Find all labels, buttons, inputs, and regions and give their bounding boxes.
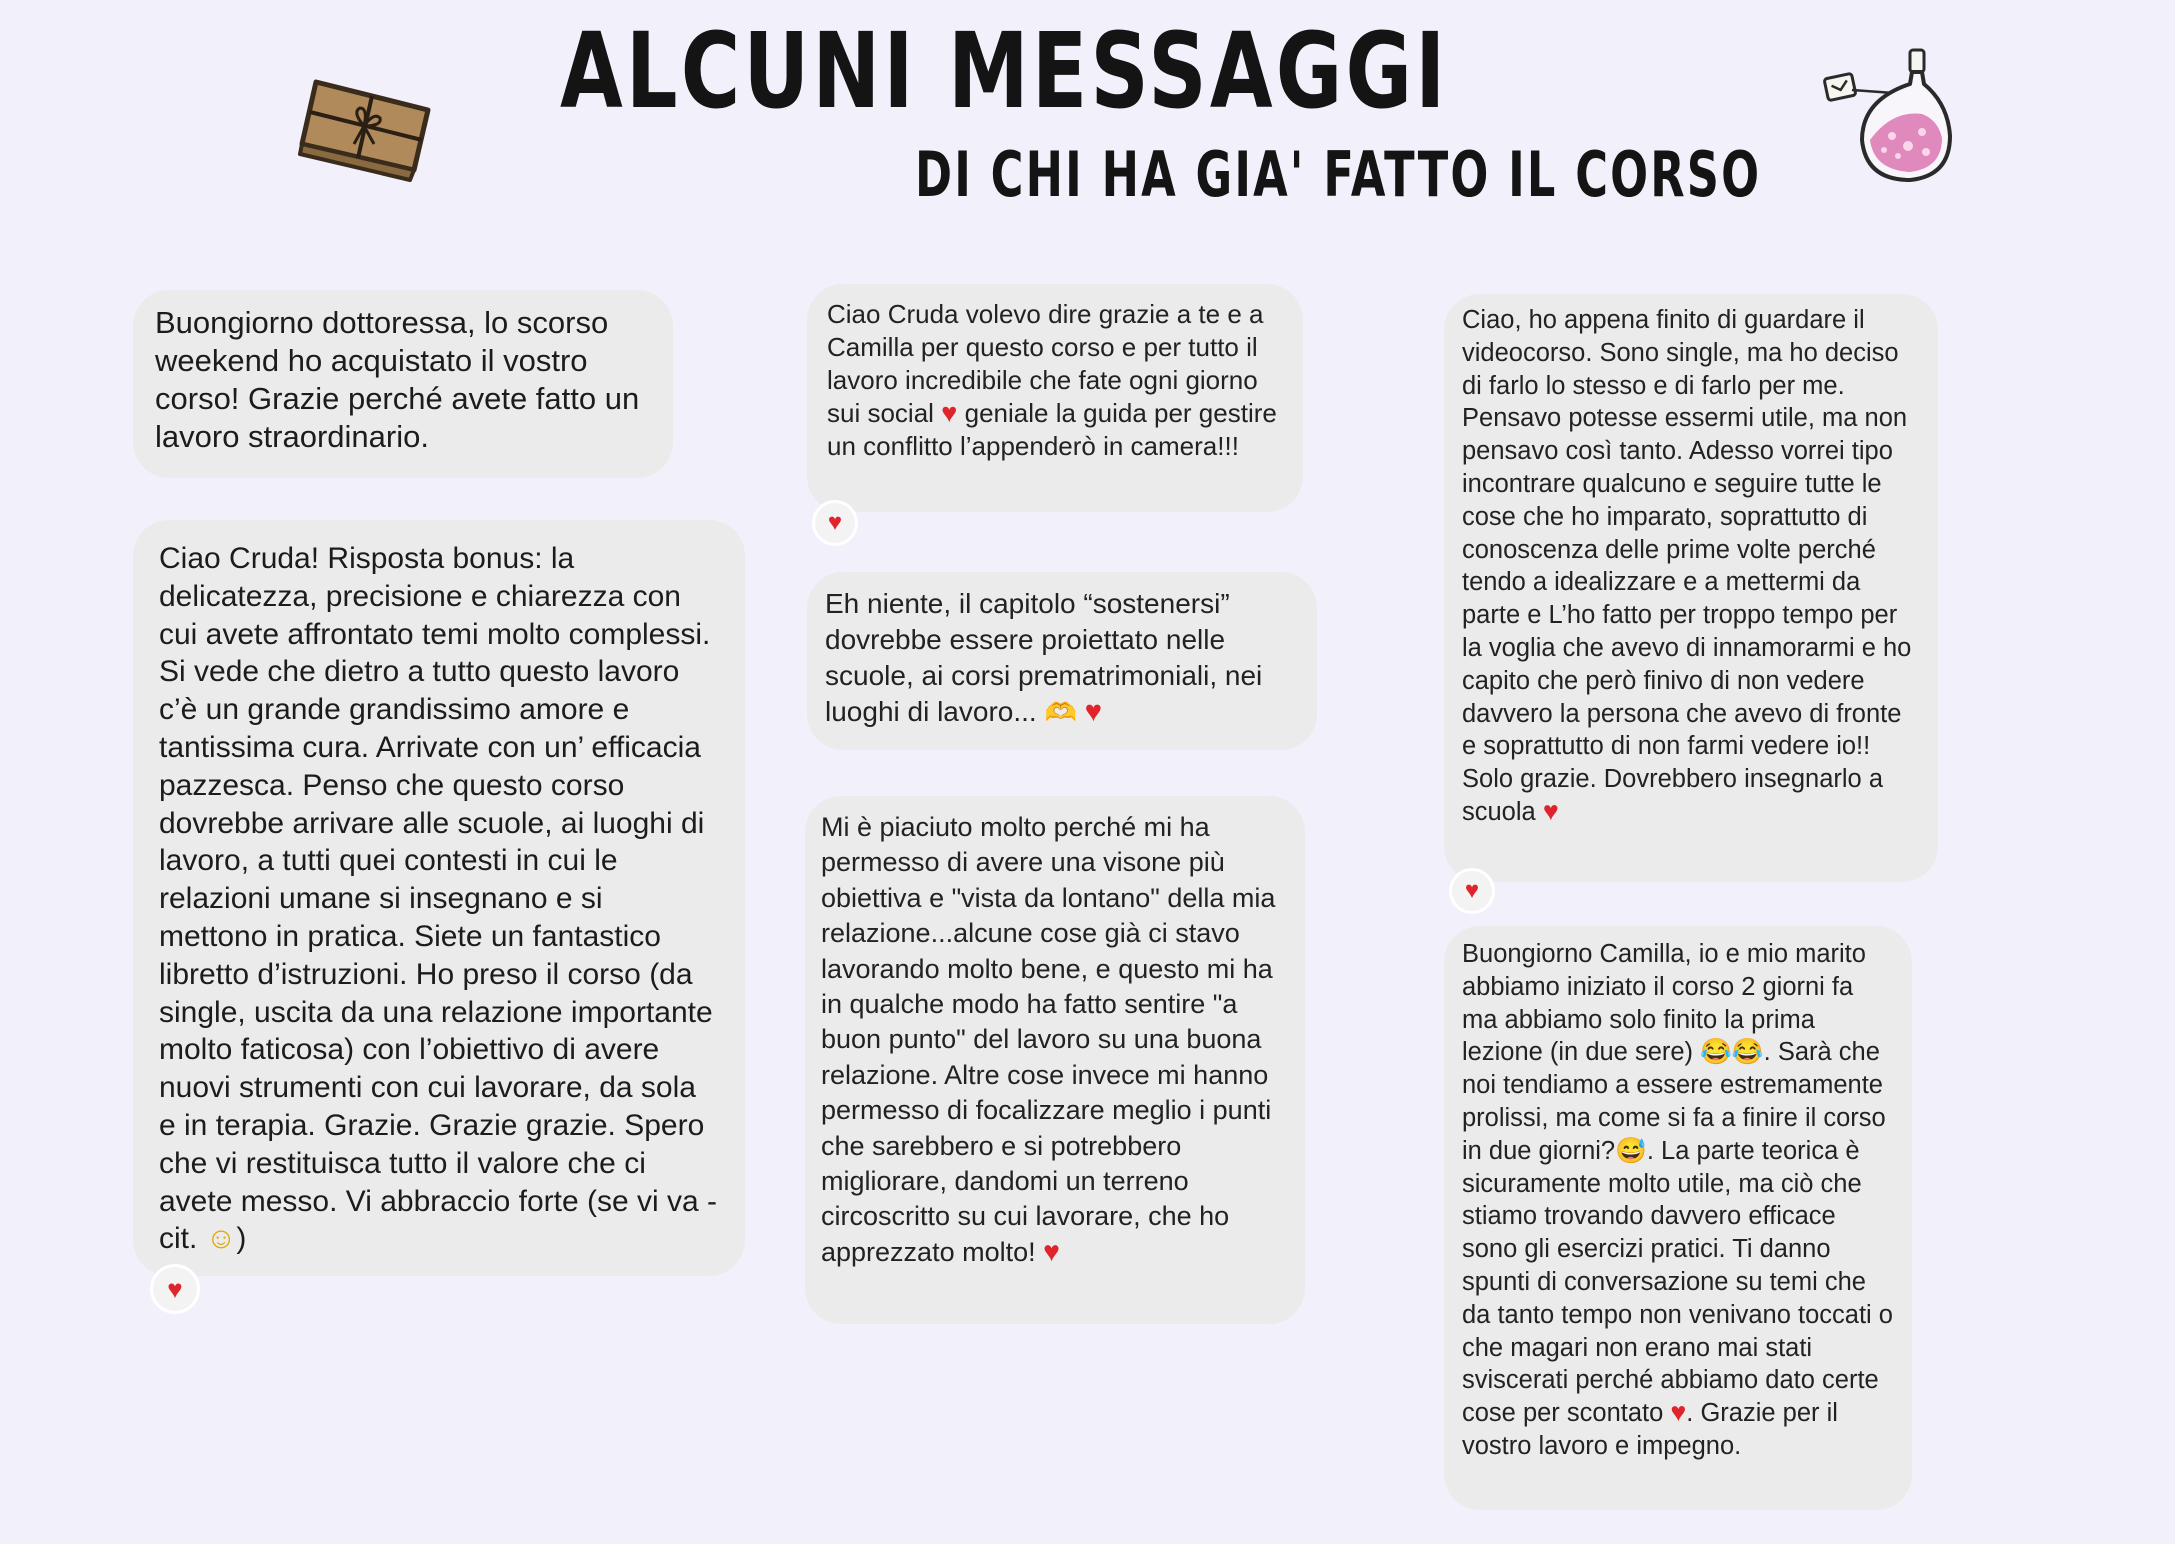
heart-reaction[interactable] [150,1264,200,1314]
message-text: Ciao, ho appena finito di guardare il videocorso. Sono single, ma ho deciso di farlo lo stesso e di farlo per me. Pensavo potesse essermi utile, ma non pensavo così tanto. Adesso vorrei tipo incontrare qualcuno e seguire tutte le cose che ho imparato, soprattutto di conoscenza delle prime volte perché tendo a idealizzare e a mettermi da parte e L’ho fatto per troppo tempo per la voglia che avevo di innamorarmi e ho capito che però finivo di non vedere davvero la persona che avevo di fronte e soprattutto di non farmi vedere io!! Solo grazie. Dovrebbero insegnarlo a scuola [1462,306,1912,826]
heart-emoji: ♥ [1084,695,1103,728]
message-bubble-2 [133,520,745,1276]
message-text: Eh niente, il capitolo “sostenersi” dovrebbe essere proiettato nelle scuole, ai corsi prematrimoniali, nei luoghi di lavoro... [825,588,1263,727]
smiling-face-emoji: ☺ [205,1222,237,1256]
heart-reaction[interactable] [1449,868,1495,914]
message-text: . Grazie per il vostro lavoro e impegno. [1462,1399,1838,1460]
message-text: . Sarà che noi tendiamo a essere estremamente prolissi, ma come si fa a finire il corso in due giorni? [1462,1038,1886,1165]
page-title: ALCUNI MESSAGGI [560,10,1449,132]
perfume-bottle-icon [1822,40,1962,190]
heart-reaction[interactable] [812,500,858,546]
page-subtitle: DI CHI HA GIA' FATTO IL CORSO [915,138,1762,211]
message-text: Ciao Cruda! Risposta bonus: la delicatezza, precisione e chiarezza con cui avete affrontato temi molto complessi. Si vede che dietro a tutto questo lavoro c’è un grande grandissimo amore e tantissima cura. Arrivate con un’ efficacia pazzesca. Penso che questo corso dovrebbe arrivare alle scuole, ai luoghi di lavoro, a tutti quei contesti in cui le relazioni umane si insegnano e si mettono in pratica. Siete un fantastico libretto d’istruzioni. Ho preso il corso (da single, uscita da una relazione importante molto faticosa) con l’obiettivo di avere nuovi strumenti con cui lavorare, da sola e in terapia. Grazie. Grazie grazie. Spero che vi restituisca tutto il valore che ci avete messo. Vi abbraccio forte (se vi va - cit. [159,542,718,1256]
parcel-box-icon [296,66,436,184]
heart-emoji: ♥ [1542,795,1559,826]
message-text: Mi è piaciuto molto perché mi ha permesso di avere una visone più obiettiva e "vista da lontano" della mia relazione...alcune cose già ci stavo lavorando molto bene, e questo mi ha in qualche modo ha fatto sentire "a buon punto" del lavoro su una buona relazione. Altre cose invece mi hanno permesso di focalizzare meglio i punti che sarebbero e si potrebbero migliorare, dandomi un terreno circoscritto su cui lavorare, che ho apprezzato molto! [821,812,1276,1267]
heart-hands-emoji: 🫶 [1044,697,1077,727]
message-text: Buongiorno dottoressa, lo scorso weekend ho acquistato il vostro corso! Grazie perché avete fatto un lavoro straordinario. [155,305,640,454]
message-text: geniale la guida per gestire un conflitto l’appenderò in camera!!! [827,398,1277,461]
heart-icon: ♥ [167,1273,183,1304]
message-bubble-5 [805,796,1305,1324]
message-bubble-4 [807,572,1317,750]
message-bubble-6 [1444,294,1938,882]
message-bubble-3 [807,284,1303,512]
heart-icon: ♥ [1464,877,1480,904]
message-text-tail: ) [236,1222,247,1256]
message-bubble-1 [133,290,673,478]
tears-of-joy-emoji: 😂😂 [1700,1038,1764,1067]
sweat-smile-emoji: 😅 [1615,1136,1647,1165]
heart-emoji: ♥ [941,397,958,428]
heart-icon: ♥ [827,509,843,536]
heart-emoji: ♥ [1670,1397,1687,1428]
heart-emoji: ♥ [1043,1235,1060,1268]
message-text: Buongiorno Camilla, io e mio marito abbiamo iniziato il corso 2 giorni fa ma abbiamo solo finito la prima lezione (in due sere) [1462,940,1866,1067]
message-text: Ciao Cruda volevo dire grazie a te e a Camilla per questo corso e per tutto il lavoro incredibile che fate ogni giorno sui social [827,299,1264,428]
message-bubble-7 [1444,926,1912,1510]
message-text: . La parte teorica è sicuramente molto utile, ma ciò che stiamo trovando davvero efficace sono gli esercizi pratici. Ti danno spunti di conversazione su temi che da tanto tempo non venivano toccati o che magari non erano mai stati sviscerati perché abbiamo dato certe cose per scontato [1462,1136,1893,1428]
